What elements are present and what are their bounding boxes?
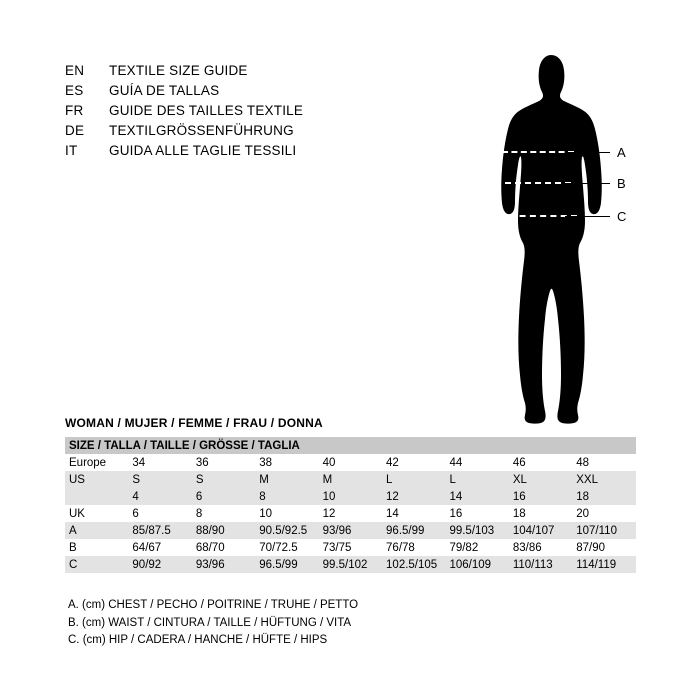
row-cell: 12 (319, 505, 382, 522)
row-cell: 10 (319, 488, 382, 505)
female-silhouette-icon (455, 45, 655, 435)
row-label: Europe (65, 454, 128, 471)
language-label: TEXTILGRÖSSENFÜHRUNG (109, 123, 294, 138)
row-cell: 16 (445, 505, 508, 522)
measure-letter-c: C (617, 209, 627, 224)
measure-line-a (502, 151, 574, 153)
row-cell: XXL (572, 471, 636, 488)
language-list (65, 63, 395, 163)
row-cell: 6 (192, 488, 255, 505)
legend-item-b: B. (cm) WAIST / CINTURA / TAILLE / HÜFTUNG / VITA (68, 616, 352, 629)
row-cell: 110/113 (509, 556, 572, 573)
table-caption: WOMAN / MUJER / FEMME / FRAU / DONNA (65, 416, 323, 430)
row-cell: 4 (128, 488, 191, 505)
row-cell: 42 (382, 454, 445, 471)
row-cell: 90.5/92.5 (255, 522, 318, 539)
row-cell: 6 (128, 505, 191, 522)
row-cell: 88/90 (192, 522, 255, 539)
row-cell: 114/119 (572, 556, 636, 573)
row-label: A (65, 522, 128, 539)
table-row (65, 539, 636, 556)
row-cell: 90/92 (128, 556, 191, 573)
row-cell: 14 (445, 488, 508, 505)
row-cell: 104/107 (509, 522, 572, 539)
row-cell: 12 (382, 488, 445, 505)
row-label (65, 488, 128, 505)
language-row (65, 123, 395, 143)
row-cell: L (445, 471, 508, 488)
legend-item-a: A. (cm) CHEST / PECHO / POITRINE / TRUHE / PETTO (68, 599, 359, 611)
size-table (65, 437, 636, 573)
row-cell: S (128, 471, 191, 488)
row-cell: 99.5/103 (445, 522, 508, 539)
table-header-row (65, 437, 636, 454)
language-code: EN (65, 63, 85, 78)
row-cell: 8 (192, 505, 255, 522)
row-cell: 64/67 (128, 539, 191, 556)
row-cell: 76/78 (382, 539, 445, 556)
row-label: C (65, 556, 128, 573)
row-cell: 8 (255, 488, 318, 505)
row-cell: 83/86 (509, 539, 572, 556)
row-label: B (65, 539, 128, 556)
measurement-legend (68, 597, 358, 650)
language-label: GUIDA ALLE TAGLIE TESSILI (109, 143, 297, 158)
language-row (65, 143, 395, 163)
language-label: GUÍA DE TALLAS (109, 83, 220, 98)
row-cell: 68/70 (192, 539, 255, 556)
row-cell: M (319, 471, 382, 488)
row-cell: 79/82 (445, 539, 508, 556)
row-cell: M (255, 471, 318, 488)
row-cell: S (192, 471, 255, 488)
female-body-figure (455, 45, 655, 435)
row-cell: 38 (255, 454, 318, 471)
language-label: TEXTILE SIZE GUIDE (109, 63, 248, 78)
row-cell: 106/109 (445, 556, 508, 573)
language-row (65, 63, 395, 83)
row-cell: 48 (572, 454, 636, 471)
row-cell: 93/96 (192, 556, 255, 573)
size-table-wrapper (65, 437, 636, 573)
measure-line-b (505, 182, 571, 184)
measure-leader-c (565, 216, 610, 217)
language-row (65, 103, 395, 123)
table-row (65, 556, 636, 573)
language-label: GUIDE DES TAILLES TEXTILE (109, 103, 304, 118)
legend-item-c: C. (cm) HIP / CADERA / HANCHE / HÜFTE / HIPS (68, 634, 328, 646)
language-code: FR (65, 103, 84, 118)
row-cell: 16 (509, 488, 572, 505)
row-cell: 18 (572, 488, 636, 505)
row-cell: 93/96 (319, 522, 382, 539)
row-label: UK (65, 505, 128, 522)
table-row (65, 471, 636, 488)
row-cell: 40 (319, 454, 382, 471)
row-cell: 96.5/99 (255, 556, 318, 573)
row-cell: 99.5/102 (319, 556, 382, 573)
row-label: US (65, 471, 128, 488)
language-code: IT (65, 143, 78, 158)
measure-leader-b (565, 183, 610, 184)
row-cell: 34 (128, 454, 191, 471)
row-cell: 14 (382, 505, 445, 522)
measure-letter-b: B (617, 176, 626, 191)
row-cell: 73/75 (319, 539, 382, 556)
table-row (65, 522, 636, 539)
row-cell: 107/110 (572, 522, 636, 539)
row-cell: 70/72.5 (255, 539, 318, 556)
row-cell: 10 (255, 505, 318, 522)
row-cell: 87/90 (572, 539, 636, 556)
row-cell: 44 (445, 454, 508, 471)
row-cell: 20 (572, 505, 636, 522)
language-code: DE (65, 123, 85, 138)
row-cell: 46 (509, 454, 572, 471)
table-row (65, 454, 636, 471)
row-cell: 96.5/99 (382, 522, 445, 539)
language-code: ES (65, 83, 84, 98)
row-cell: 36 (192, 454, 255, 471)
measure-letter-a: A (617, 145, 626, 160)
row-cell: XL (509, 471, 572, 488)
table-row (65, 488, 636, 505)
row-cell: L (382, 471, 445, 488)
row-cell: 18 (509, 505, 572, 522)
table-header-label: SIZE / TALLA / TAILLE / GRÖSSE / TAGLIA (65, 437, 636, 454)
table-row (65, 505, 636, 522)
row-cell: 85/87.5 (128, 522, 191, 539)
language-row (65, 83, 395, 103)
measure-leader-a (565, 152, 610, 153)
row-cell: 102.5/105 (382, 556, 445, 573)
